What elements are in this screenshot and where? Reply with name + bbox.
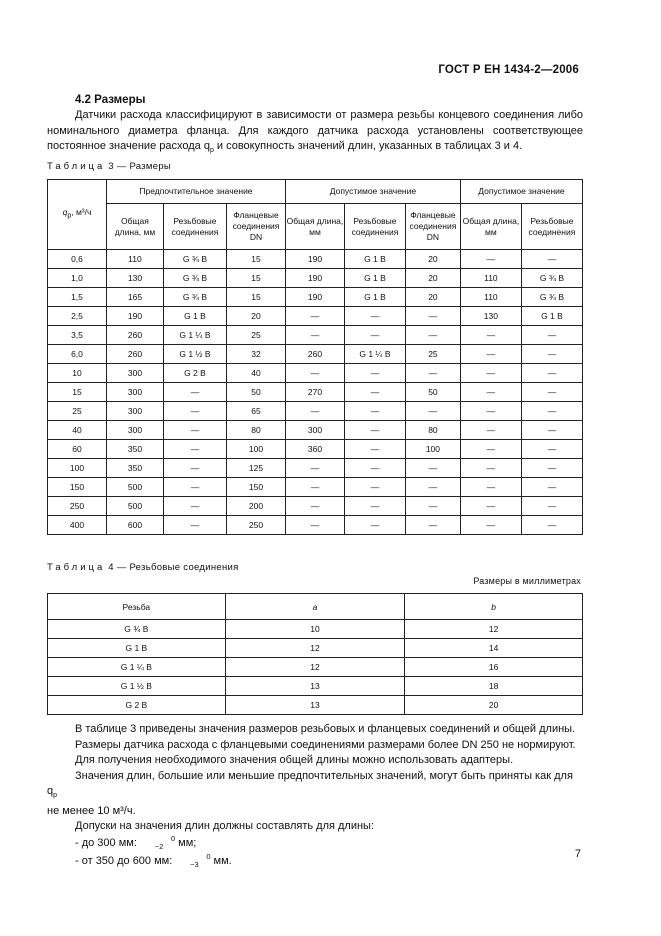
table-row (48, 345, 583, 364)
table-cell: G 1 ½ B (163, 345, 226, 364)
table-cell: 10 (48, 364, 107, 383)
table-cell: G ¾ B (48, 620, 226, 639)
table-cell: G 1 B (344, 250, 405, 269)
table-cell: 100 (48, 459, 107, 478)
table4-body (48, 620, 583, 715)
table3-caption-prefix: Таблица (47, 161, 106, 172)
table-cell: 25 (226, 326, 285, 345)
table-cell: 80 (226, 421, 285, 440)
table-cell: 110 (106, 250, 163, 269)
table-cell: 12 (225, 658, 405, 677)
table-cell: — (405, 516, 460, 535)
table-row (48, 459, 583, 478)
note-4-text: Значения длин, большие или меньшие предпочтительных значений, могут быть приняты как для q (47, 769, 573, 797)
table-cell: 32 (226, 345, 285, 364)
table-cell: — (285, 402, 344, 421)
table-cell: — (344, 307, 405, 326)
table-cell: 300 (106, 402, 163, 421)
table-cell: — (344, 383, 405, 402)
table-cell: G 1 ¼ B (344, 345, 405, 364)
table-cell: — (521, 440, 582, 459)
table-cell: 20 (405, 696, 583, 715)
table-cell: 190 (285, 269, 344, 288)
table-threads (47, 593, 583, 715)
qp-sub: p (67, 212, 72, 220)
table4-caption-prefix: Таблица (47, 562, 106, 573)
table-cell: 40 (48, 421, 107, 440)
table-cell: 25 (48, 402, 107, 421)
notes-block (47, 722, 583, 870)
table-cell: — (460, 402, 521, 421)
table-cell: — (344, 421, 405, 440)
table-cell: — (163, 459, 226, 478)
intro-paragraph (47, 108, 583, 159)
col-length: Общая длина, мм (106, 204, 163, 250)
table-row (48, 516, 583, 535)
group-preferred: Предпочтительное значение (106, 180, 285, 204)
table-cell: 130 (106, 269, 163, 288)
table-cell: 20 (405, 269, 460, 288)
table-row (48, 478, 583, 497)
table-cell: — (460, 459, 521, 478)
table-row (48, 639, 583, 658)
table-cell: G 1 B (48, 639, 226, 658)
table-cell: 300 (106, 364, 163, 383)
table-cell: G ¾ B (163, 288, 226, 307)
table-cell: 12 (225, 639, 405, 658)
table-cell: 10 (225, 620, 405, 639)
table-cell: — (285, 478, 344, 497)
table-cell: 190 (106, 307, 163, 326)
table-cell: — (521, 478, 582, 497)
note-4-sub: p (53, 792, 58, 800)
table-row (48, 620, 583, 639)
table-cell: — (285, 497, 344, 516)
intro-text-end: и совокупность значений длин, указанных в таблицах 3 и 4. (213, 140, 523, 152)
table-cell: 12 (405, 620, 583, 639)
table-cell: — (344, 497, 405, 516)
table-cell: 125 (226, 459, 285, 478)
table-cell: G 1 B (344, 288, 405, 307)
table-cell: 15 (48, 383, 107, 402)
tol-upper: 0 (170, 833, 176, 843)
table-cell: — (285, 307, 344, 326)
table-cell: — (521, 364, 582, 383)
table-cell: 13 (225, 696, 405, 715)
group-allowed-1: Допустимое значение (285, 180, 460, 204)
table3-caption (47, 161, 171, 172)
table-cell: 25 (405, 345, 460, 364)
table-cell: 14 (405, 639, 583, 658)
table-row (48, 383, 583, 402)
table-cell: — (405, 364, 460, 383)
table-row (48, 440, 583, 459)
qp-subscript: p (209, 147, 214, 155)
table-cell: 600 (106, 516, 163, 535)
col-flange: Фланцевые соединения DN (405, 204, 460, 250)
table-cell: — (405, 459, 460, 478)
table-cell: 200 (226, 497, 285, 516)
table-cell: — (460, 440, 521, 459)
table-cell: G ¾ B (521, 269, 582, 288)
table-cell: G 1 B (344, 269, 405, 288)
table-cell: 250 (48, 497, 107, 516)
col-flange: Фланцевые соединения DN (226, 204, 285, 250)
table-cell: 260 (285, 345, 344, 364)
note-5: Допуски на значения длин должны составлять для длины: (75, 820, 375, 833)
table-cell: — (344, 459, 405, 478)
note-7-unit: мм. (213, 855, 232, 867)
table-cell: 1,5 (48, 288, 107, 307)
table-cell: — (521, 421, 582, 440)
table-cell: — (344, 402, 405, 421)
table-cell: 6,0 (48, 345, 107, 364)
group-allowed-2: Допустимое значение (460, 180, 582, 204)
col-a: a (225, 594, 405, 620)
note-4 (47, 769, 583, 820)
col-thread: Резьбовые соединения (163, 204, 226, 250)
col-thread: Резьбовые соединения (344, 204, 405, 250)
section-title: 4.2 Размеры (75, 94, 146, 106)
table-cell: 150 (226, 478, 285, 497)
table-cell: 350 (106, 440, 163, 459)
table-row (48, 696, 583, 715)
table-row (48, 288, 583, 307)
table-cell: — (163, 440, 226, 459)
table-row (48, 326, 583, 345)
table-cell: 165 (106, 288, 163, 307)
table4-caption-title: 4 — Резьбовые соединения (108, 562, 239, 573)
table3-caption-title: 3 — Размеры (108, 161, 172, 172)
table-cell: — (460, 516, 521, 535)
table-cell: 350 (106, 459, 163, 478)
qp-symbol: q (62, 207, 68, 218)
table-cell: G 1 B (521, 307, 582, 326)
table-cell: 360 (285, 440, 344, 459)
table-cell: 100 (405, 440, 460, 459)
table-cell: — (521, 383, 582, 402)
note-1: В таблице 3 приведены значения размеров резьбовых и фланцевых соединений и общей длины. (75, 723, 576, 735)
tolerance-300 (143, 835, 175, 851)
table-cell: G 2 B (163, 364, 226, 383)
table-cell: — (285, 516, 344, 535)
qp-header (48, 180, 107, 250)
document-header: ГОСТ Р ЕН 1434-2—2006 (438, 64, 579, 76)
table-cell: 15 (226, 250, 285, 269)
table-cell: — (405, 402, 460, 421)
table-cell: G 1 ¼ B (163, 326, 226, 345)
table-cell: — (521, 459, 582, 478)
note-2: Размеры датчика расхода с фланцевыми соединениями размерами более DN 250 не нормируют. (75, 738, 576, 751)
col-thread: Резьбовые соединения (521, 204, 582, 250)
table-cell: — (344, 516, 405, 535)
table-cell: — (521, 250, 582, 269)
table-cell: — (521, 497, 582, 516)
table-cell: — (163, 402, 226, 421)
table-cell: 150 (48, 478, 107, 497)
table-cell: — (405, 326, 460, 345)
table-cell: 60 (48, 440, 107, 459)
table-cell: — (405, 497, 460, 516)
table-cell: — (344, 478, 405, 497)
table-cell: 260 (106, 326, 163, 345)
table-cell: 16 (405, 658, 583, 677)
note-7-label: - от 350 до 600 мм: (75, 855, 173, 867)
col-b: b (405, 594, 583, 620)
table-cell: — (460, 364, 521, 383)
table-cell: 15 (226, 288, 285, 307)
table-cell: — (521, 326, 582, 345)
note-4-text-end: не менее 10 м³/ч. (47, 804, 136, 817)
table-cell: — (460, 421, 521, 440)
table-row (48, 402, 583, 421)
table-cell: — (460, 478, 521, 497)
table-cell: 270 (285, 383, 344, 402)
table-cell: — (460, 497, 521, 516)
table-cell: 1,0 (48, 269, 107, 288)
table-cell: 80 (405, 421, 460, 440)
table-cell: 20 (226, 307, 285, 326)
table-cell: G 1 ¼ B (48, 658, 226, 677)
table-cell: 15 (226, 269, 285, 288)
table-cell: — (405, 478, 460, 497)
table-cell: 65 (226, 402, 285, 421)
table-dimensions (47, 179, 583, 535)
table3-body (48, 250, 583, 535)
table-cell: 13 (225, 677, 405, 696)
note-6-label: - до 300 мм: (75, 836, 137, 849)
table-cell: — (521, 402, 582, 421)
table-cell: G 1 B (163, 307, 226, 326)
table-cell: — (344, 364, 405, 383)
table4-caption (47, 562, 239, 573)
table-cell: — (163, 421, 226, 440)
tol-upper: 0 (206, 852, 211, 862)
table-cell: — (460, 326, 521, 345)
table-row (48, 677, 583, 696)
col-thread: Резьба (48, 594, 226, 620)
qp-unit: , м³/ч (71, 207, 92, 218)
table-cell: 2,5 (48, 307, 107, 326)
table-cell: — (285, 326, 344, 345)
units-note: Размеры в миллиметрах (473, 576, 581, 586)
table-cell: 190 (285, 250, 344, 269)
col-length: Общая длина, мм (460, 204, 521, 250)
table-cell: 500 (106, 478, 163, 497)
table-cell: 250 (226, 516, 285, 535)
table-cell: 400 (48, 516, 107, 535)
table-cell: — (285, 459, 344, 478)
table-cell: — (163, 383, 226, 402)
table-cell: 50 (405, 383, 460, 402)
table-cell: — (460, 383, 521, 402)
table-cell: — (163, 478, 226, 497)
table-cell: — (285, 364, 344, 383)
table-row (48, 497, 583, 516)
table-cell: 50 (226, 383, 285, 402)
tol-lower: −3 (190, 860, 199, 870)
page-number: 7 (574, 848, 581, 860)
table-cell: 18 (405, 677, 583, 696)
table-row (48, 269, 583, 288)
table-cell: 3,5 (48, 326, 107, 345)
table-cell: 130 (460, 307, 521, 326)
note-7 (47, 853, 583, 869)
table-cell: — (521, 516, 582, 535)
table-cell: — (521, 345, 582, 364)
tolerance-600 (178, 853, 210, 869)
table-cell: — (460, 250, 521, 269)
table-row (48, 364, 583, 383)
table-cell: — (163, 516, 226, 535)
table-cell: 40 (226, 364, 285, 383)
table-cell: — (460, 345, 521, 364)
table-cell: 260 (106, 345, 163, 364)
table-cell: — (344, 440, 405, 459)
table-cell: G ¾ B (163, 250, 226, 269)
table-cell: 110 (460, 269, 521, 288)
table-cell: 110 (460, 288, 521, 307)
tol-lower: −2 (154, 841, 164, 851)
table-cell: G 1 ½ B (48, 677, 226, 696)
table-cell: 20 (405, 250, 460, 269)
note-6-unit: мм; (178, 836, 197, 849)
intro-text: Датчики расхода классифицируют в зависимости от размера резьбы концевого соединения либо номинального диаметра фланца. Для каждого датчика расхода установлены соответствующее постоянное значение расхода q (47, 109, 583, 152)
table-cell: 0,6 (48, 250, 107, 269)
table-cell: — (344, 326, 405, 345)
table-cell: G 2 B (48, 696, 226, 715)
table-cell: 300 (106, 383, 163, 402)
table-cell: 300 (285, 421, 344, 440)
table-row (48, 250, 583, 269)
table-cell: 500 (106, 497, 163, 516)
table-row (48, 307, 583, 326)
table-cell: 190 (285, 288, 344, 307)
note-6 (47, 835, 583, 851)
table-cell: — (405, 307, 460, 326)
table-row (48, 421, 583, 440)
col-length: Общая длина, мм (285, 204, 344, 250)
note-3: Для получения необходимого значения общей длины можно использовать адаптеры. (75, 754, 514, 766)
table-cell: 300 (106, 421, 163, 440)
table-cell: 100 (226, 440, 285, 459)
table-cell: G ¾ B (521, 288, 582, 307)
table-cell: G ¾ B (163, 269, 226, 288)
table-row (48, 658, 583, 677)
table-cell: — (163, 497, 226, 516)
table-cell: 20 (405, 288, 460, 307)
